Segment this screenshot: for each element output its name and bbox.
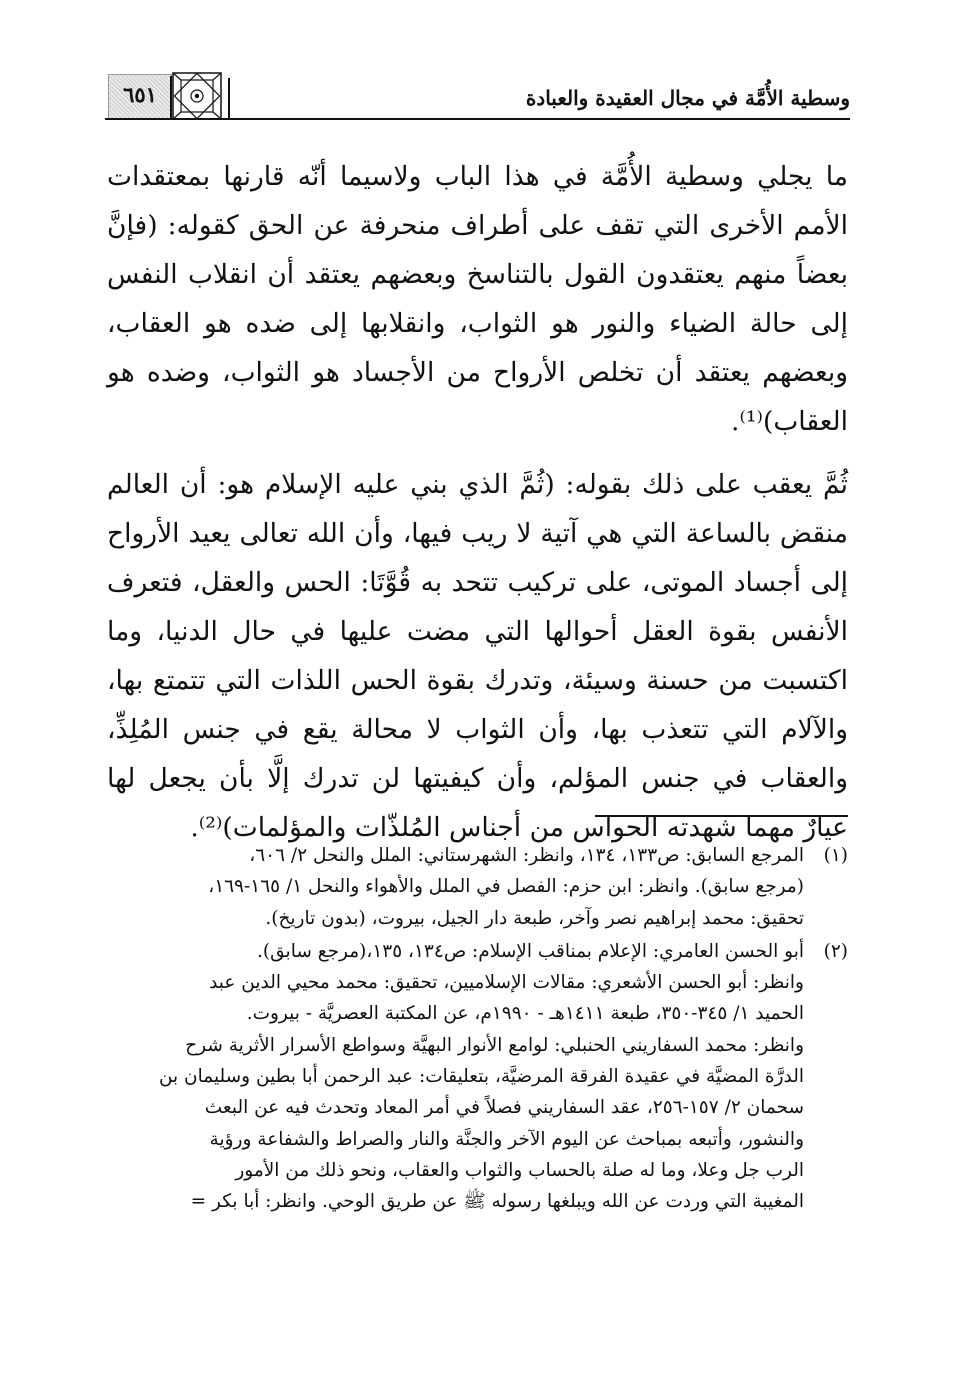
header-divider bbox=[228, 78, 230, 120]
footnote bbox=[96, 840, 848, 934]
running-title: وسطية الأُمَّة في مجال العقيدة والعبادة bbox=[525, 86, 850, 110]
footnote-line: (مرجع سابق). وانظر: ابن حزم: الفصل في الملل والأهواء والنحل ١/ ١٦٥-١٦٩، bbox=[208, 876, 804, 898]
footnote-number: (٢) bbox=[823, 940, 848, 962]
footnote-line: وانظر: محمد السفاريني الحنبلي: لوامع الأنوار البهيَّة وسواطع الأسرار الأثرية شرح bbox=[185, 1034, 804, 1056]
footnote-line: المرجع السابق: ص١٣٣، ١٣٤، وانظر: الشهرستاني: الملل والنحل ٢/ ٦٠٦، bbox=[249, 845, 804, 866]
footnote-line: وانظر: أبو الحسن الأشعري: مقالات الإسلاميين، تحقيق: محمد محيي الدين عبد bbox=[209, 972, 804, 994]
paragraph: ما يجلي وسطية الأُمَّة في هذا الباب ولاسيما أنّه قارنها بمعتقدات الأمم الأخرى التي تقف على أطراف منحرفة عن الحق كقوله: (فإنَّ بعضاً منهم يعتقدون القول بالتناسخ وبعضهم يعتقد أن انقلاب النفس إلى حالة الضياء والنور هو الثواب، وانقلابها إلى ضده هو العقاب، وبعضهم يعتقد أن تخلص الأرواح من الأجساد هو الثواب، وضده هو العقاب)⁽¹⁾. bbox=[107, 161, 848, 437]
footnote-text bbox=[96, 936, 804, 1218]
footnote-line: الدرَّة المضيَّة في عقيدة الفرقة المرضيَّة، بتعليقات: عبد الرحمن أبا بطين وسليمان بن bbox=[158, 1066, 804, 1088]
footnote-line: تحقيق: محمد إبراهيم نصر وآخر، طبعة دار الجيل، بيروت، (بدون تاريخ). bbox=[265, 907, 804, 929]
footnote-line: الحميد ١/ ٣٤٥-٣٥٠، طبعة ١٤١١هـ - ١٩٩٠م، عن المكتبة العصريَّة - بيروت. bbox=[246, 1003, 804, 1025]
footnote-line: أبو الحسن العامري: الإعلام بمناقب الإسلام: ص١٣٤، ١٣٥،(مرجع سابق). bbox=[257, 940, 804, 962]
footnote-separator bbox=[595, 815, 848, 817]
paragraph: ثُمَّ يعقب على ذلك بقوله: (ثُمَّ الذي بني عليه الإسلام هو: أن العالم منقض بالساعة التي هي آتية لا ريب فيها، وأن الله تعالى يعيد الأرواح إلى أجساد الموتى، على تركيب تتحد به قُوَّتَا: الحس والعقل، فتعرف الأنفس بقوة العقل أحوالها التي مضت عليها في حال الدنيا، وما اكتسبت من حسنة وسيئة، وتدرك بقوة الحس اللذات التي تتمتع بها، والآلام التي تتعذب بها، وأن الثواب لا محالة يقع في جنس المُلِذِّ، والعقاب في جنس المؤلم، وأن كيفيتها لن تدرك إلَّا بأن يجعل لها عيارٌ مهما شهدته الحواس من أجناس المُلذّات والمؤلمات)⁽²⁾. bbox=[107, 469, 849, 843]
header-rule bbox=[105, 118, 850, 120]
footnote-text bbox=[96, 840, 804, 934]
footnote-line: المغيبة التي وردت عن الله ويبلغها رسوله ﷺ عن طريق الوحي. وانظر: أبا بكر = bbox=[190, 1191, 804, 1213]
main-text bbox=[107, 152, 848, 852]
footnote-line: والنشور، وأتبعه بمباحث عن اليوم الآخر والجنَّة والنار والصراط والشفاعة ورؤية bbox=[209, 1128, 804, 1150]
footnote-line: سحمان ٢/ ١٥٧-٢٥٦، عقد السفاريني فصلاً في أمر المعاد وتحدث فيه عن البعث bbox=[204, 1097, 804, 1119]
footnotes bbox=[96, 840, 848, 1218]
ornament-icon bbox=[172, 72, 222, 120]
page-number: ٦٥١ bbox=[123, 82, 157, 107]
footnote bbox=[96, 936, 848, 1218]
footnote-line: الرب جل وعلا، وما له صلة بالحساب والثواب والعقاب، ونحو ذلك من الأمور bbox=[235, 1159, 804, 1181]
footnote-number: (١) bbox=[823, 845, 848, 866]
